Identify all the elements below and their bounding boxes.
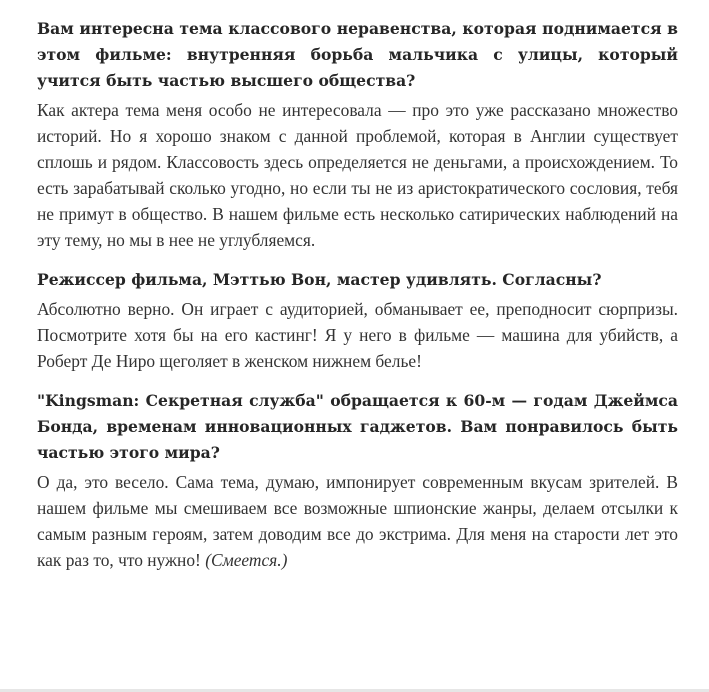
- interview-answer-text: О да, это весело. Сама тема, думаю, импонирует современным вкусам зрителей. В нашем фильме мы смешиваем все возможные шпионские жанры, делаем отсылки к самым разным героям, затем доводим все до экстрима. Для меня на старости лет это как раз то, что нужно!: [37, 472, 678, 570]
- interview-question: Вам интересна тема классового неравенства, которая поднимается в этом фильме: внутренняя борьба мальчика с улицы, который учится быть частью высшего общества?: [37, 19, 678, 90]
- interview-answer: Абсолютно верно. Он играет с аудиторией, обманывает ее, преподносит сюрпризы. Посмотрите хотя бы на его кастинг! Я у него в фильме — машина для убийств, а Роберт Де Ниро щеголяет в женском нижнем белье!: [37, 299, 678, 371]
- qa-block-kingsman: [37, 388, 678, 573]
- interview-answer-with-aside: [37, 469, 678, 573]
- laughs-aside: (Смеется.): [205, 550, 288, 570]
- interview-question: "Kingsman: Секретная служба" обращается к 60-м — годам Джеймса Бонда, временам инновационных гаджетов. Вам понравилось быть частью этого мира?: [37, 391, 678, 462]
- interview-answer: Как актера тема меня особо не интересовала — про это уже рассказано множество историй. Но я хорошо знаком с данной проблемой, которая в Англии существует сплошь и рядом. Классовость здесь определяется не деньгами, а происхождением. То есть зарабатывай сколько угодно, но если ты не из аристократического сословия, тебя не примут в общество. В нашем фильме есть несколько сатирических наблюдений на эту тему, но мы в нее не углубляемся.: [37, 100, 678, 250]
- qa-block-class-inequality: [37, 16, 678, 253]
- interview-article: [37, 16, 678, 587]
- interview-question: Режиссер фильма, Мэттью Вон, мастер удивлять. Согласны?: [37, 270, 602, 289]
- qa-block-director: [37, 267, 678, 374]
